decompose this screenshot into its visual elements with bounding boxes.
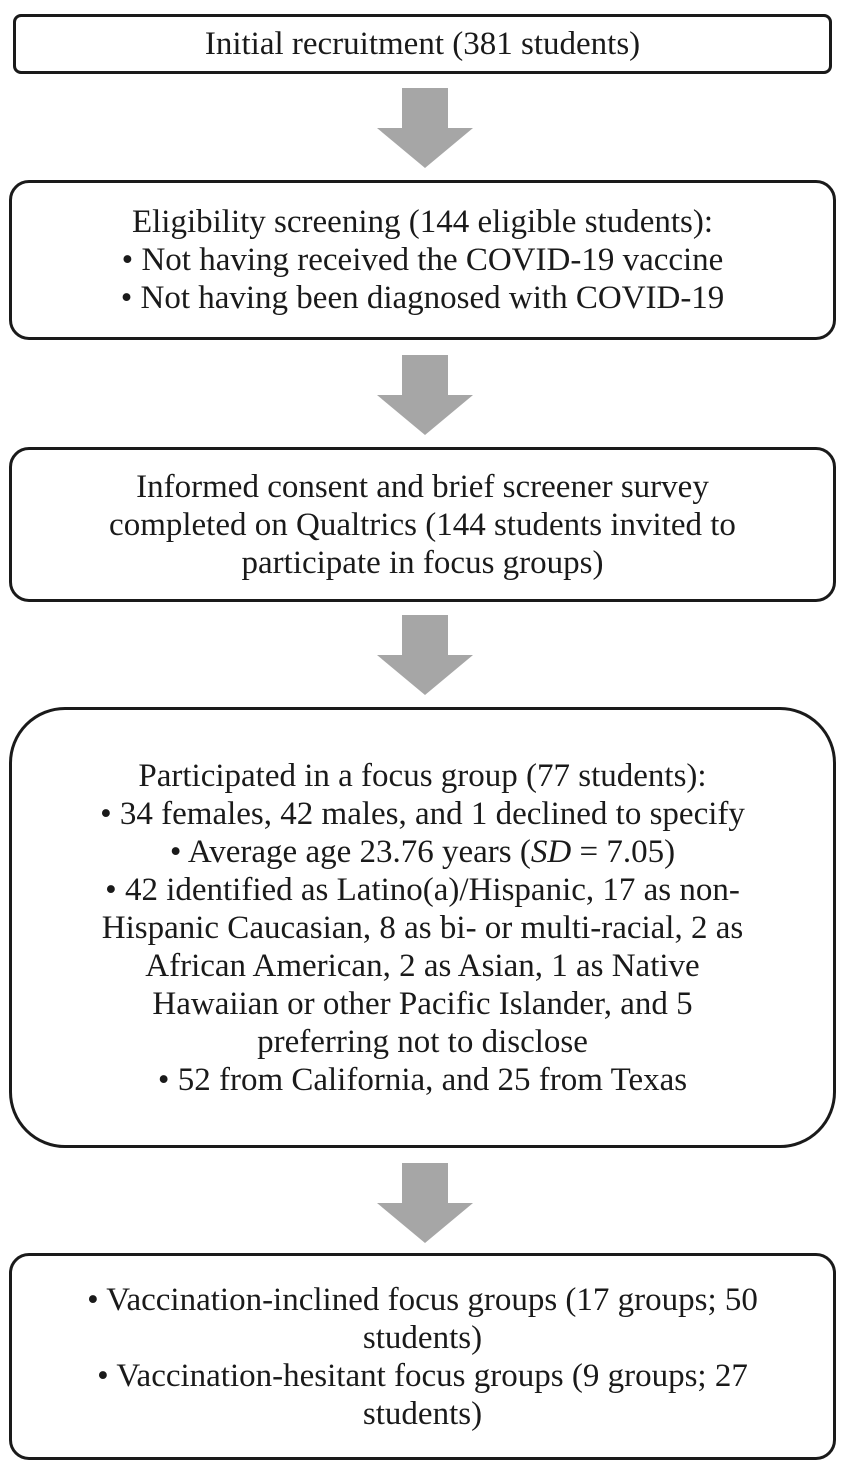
- age-sd-label: SD: [530, 833, 572, 870]
- eligibility-bullet-1: • Not having received the COVID-19 vaccine: [121, 242, 724, 278]
- step-informed-consent: [9, 447, 836, 602]
- participation-age: [170, 833, 675, 871]
- participation-title: Participated in a focus group (77 students):: [138, 757, 707, 794]
- group-types-line-1: • Vaccination-inclined focus groups (17 groups; 50: [87, 1281, 758, 1318]
- participation-ethnicity-line-5: preferring not to disclose: [257, 1023, 588, 1060]
- step-initial-recruitment-text: Initial recruitment (381 students): [204, 26, 641, 62]
- arrow-down-1: [377, 88, 473, 168]
- consent-line-1: Informed consent and brief screener survey: [136, 468, 709, 505]
- step-focus-group-participation: [9, 707, 836, 1148]
- age-sd-value: = 7.05): [571, 833, 676, 870]
- arrow-shape: [377, 1163, 473, 1243]
- group-types-line-3: • Vaccination-hesitant focus groups (9 groups; 27: [97, 1357, 748, 1394]
- arrow-down-4: [377, 1163, 473, 1243]
- arrow-shape: [377, 88, 473, 168]
- step-eligibility-screening: [9, 180, 836, 340]
- group-types-line-2: students): [362, 1319, 483, 1356]
- participation-ethnicity-line-4: Hawaiian or other Pacific Islander, and 5: [152, 985, 693, 1022]
- consent-line-3: participate in focus groups): [241, 544, 604, 581]
- participation-ethnicity-line-3: African American, 2 as Asian, 1 as Native: [145, 947, 700, 984]
- participation-ethnicity-line-2: Hispanic Caucasian, 8 as bi- or multi-racial, 2 as: [101, 909, 744, 946]
- participation-location: • 52 from California, and 25 from Texas: [157, 1061, 688, 1098]
- arrow-shape: [377, 355, 473, 435]
- eligibility-bullet-2: • Not having been diagnosed with COVID-19: [120, 280, 725, 316]
- arrow-shape: [377, 615, 473, 695]
- eligibility-title: Eligibility screening (144 eligible students):: [131, 204, 714, 240]
- step-initial-recruitment: [13, 14, 832, 74]
- arrow-down-3: [377, 615, 473, 695]
- arrow-down-2: [377, 355, 473, 435]
- participation-ethnicity-line-1: • 42 identified as Latino(a)/Hispanic, 17 as non-: [105, 871, 740, 908]
- consent-line-2: completed on Qualtrics (144 students invited to: [109, 506, 736, 543]
- participation-gender: • 34 females, 42 males, and 1 declined to specify: [100, 795, 745, 832]
- group-types-line-4: students): [362, 1395, 483, 1432]
- step-focus-group-types: [9, 1253, 836, 1460]
- age-prefix: • Average age 23.76 years (: [169, 833, 531, 870]
